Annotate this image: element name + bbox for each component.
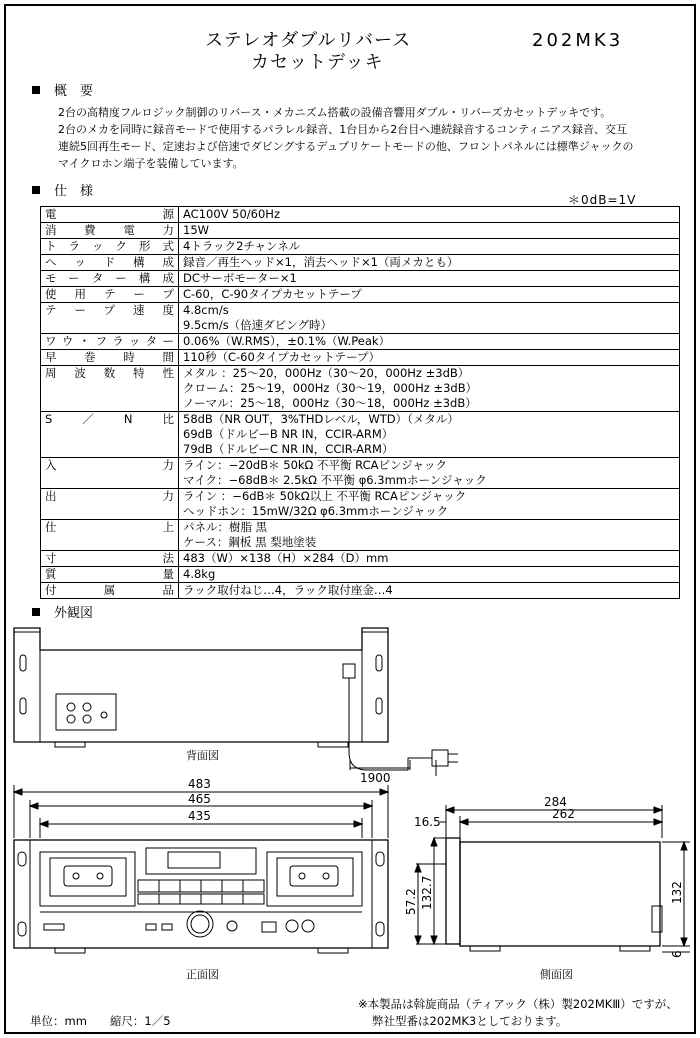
product-note-line-1: ※本製品は斡旋商品（ティアック（株）製202MKⅢ）ですが、 xyxy=(358,997,678,1011)
spec-value-line: ノーマル：25〜18，000Hz（30〜18，000Hz ±3dB） xyxy=(183,396,477,410)
drawing-heading: 外観図 xyxy=(32,602,93,621)
spec-key: 入力 xyxy=(41,458,179,489)
dim-57-2: 57.2 xyxy=(404,888,418,915)
dim-435: 435 xyxy=(188,809,211,823)
spec-value-line: 4.8kg xyxy=(183,567,216,581)
dim-132: 132 xyxy=(670,881,684,904)
overview-heading: 概 要 xyxy=(32,80,93,99)
spec-value-line: 110秒（C-60タイプカセットテープ） xyxy=(183,350,381,364)
overview-line: マイクロホン端子を装備しています。 xyxy=(58,157,244,170)
spec-key: 周波数特性 xyxy=(41,366,179,412)
reference-level-note: ＊0dB=1V xyxy=(568,193,637,207)
dim-6: 6 xyxy=(670,950,684,958)
spec-value-line: DCサーボモーター×1 xyxy=(183,271,297,285)
dim-483: 483 xyxy=(188,777,211,791)
spec-key: モーター構成 xyxy=(41,271,179,287)
spec-value-line: ヘッドホン：15mW/32Ω φ6.3mmホーンジャック xyxy=(183,504,449,518)
spec-value-line: 15W xyxy=(183,223,210,237)
spec-key: ワウ・フラッター xyxy=(41,334,179,350)
spec-value-line: AC100V 50/60Hz xyxy=(183,207,280,221)
spec-key: テープ速度 xyxy=(41,303,179,334)
overview-line: 2台のメカを同時に録音モードで使用するパラレル録音、1台目から2台目へ連続録音するコンティニアス録音、交互 xyxy=(58,123,627,136)
spec-value-line: マイク：−68dB＊ 2.5kΩ 不平衡 φ6.3mmホーンジャック xyxy=(183,473,487,487)
rear-view xyxy=(14,628,458,776)
spec-key: 付属品 xyxy=(41,583,179,599)
front-view-caption: 正面図 xyxy=(186,968,219,981)
spec-value-line: 9.5cm/s（倍速ダビング時） xyxy=(183,318,332,332)
spec-value-line: メタル ：25〜20，000Hz（30〜20，000Hz ±3dB） xyxy=(183,366,470,380)
spec-key: 質量 xyxy=(41,567,179,583)
spec-key: 消費電力 xyxy=(41,223,179,239)
rear-view-caption: 背面図 xyxy=(186,749,219,762)
spec-value-line: 4.8cm/s xyxy=(183,303,229,317)
front-view xyxy=(14,840,388,953)
spec-value-line: 58dB（NR OUT，3%THDレベル，WTD）（メタル） xyxy=(183,412,459,426)
product-note-line-2: 弊社型番は202MK3としております。 xyxy=(372,1014,568,1028)
dim-262: 262 xyxy=(552,807,575,821)
spec-key: ヘッド構成 xyxy=(41,255,179,271)
cord-length-label: 1900 xyxy=(360,771,391,785)
side-view xyxy=(415,805,690,952)
spec-value-line: 4トラック2チャンネル xyxy=(183,239,301,253)
dim-465: 465 xyxy=(188,792,211,806)
model-number: 202MK3 xyxy=(532,30,624,51)
spec-key: 電源 xyxy=(41,207,179,223)
overview-line: 連続5回再生モード、定速および倍速でダビングするデュプリケートモードの他、フロントパネルには標準ジャックの xyxy=(58,140,634,153)
spec-value-line: クローム：25〜19，000Hz（30〜19，000Hz ±3dB） xyxy=(183,381,478,395)
spec-value-line: ラック取付ねじ…4，ラック取付座金…4 xyxy=(183,583,393,597)
spec-key: 仕上 xyxy=(41,520,179,551)
spec-key: 寸法 xyxy=(41,551,179,567)
spec-key: 早巻時間 xyxy=(41,350,179,366)
side-view-caption: 側面図 xyxy=(540,968,573,981)
spec-value-line: ケース：鋼板 黒 梨地塗装 xyxy=(183,535,317,549)
spec-value-line: 録音／再生ヘッド×1，消去ヘッド×1（両メカとも） xyxy=(183,255,459,269)
spec-key: 使用テープ xyxy=(41,287,179,303)
title-line-2: カセットデッキ xyxy=(251,52,384,73)
spec-key: S／N比 xyxy=(41,412,179,458)
spec-value-line: ライン ：−6dB＊ 50kΩ以上 不平衡 RCAピンジャック xyxy=(183,489,467,503)
unit-scale-note: 単位：mm 縮尺：1／5 xyxy=(30,1014,171,1028)
spec-value-line: 69dB（ドルビーB NR IN，CCIR-ARM） xyxy=(183,427,394,441)
spec-value-line: 483（W）×138（H）×284（D）mm xyxy=(183,551,389,565)
spec-value-line: パネル：樹脂 黒 xyxy=(183,520,268,534)
spec-value-line: 79dB（ドルビーC NR IN，CCIR-ARM） xyxy=(183,442,394,456)
spec-key: 出力 xyxy=(41,489,179,520)
spec-value-line: ライン：−20dB＊ 50kΩ 不平衡 RCAピンジャック xyxy=(183,458,447,472)
spec-key: トラック形式 xyxy=(41,239,179,255)
dim-16-5: 16.5 xyxy=(414,815,441,829)
overview-line: 2台の高精度フルロジック制御のリバース・メカニズム搭載の設備音響用ダブル・リバーズカセットデッキです。 xyxy=(58,106,612,119)
spec-value-line: 0.06%（W.RMS），±0.1%（W.Peak） xyxy=(183,334,391,348)
spec-heading: 仕 様 xyxy=(32,180,93,199)
title-line-1: ステレオダブルリバース xyxy=(205,30,412,51)
dim-132-7: 132.7 xyxy=(420,875,434,910)
spec-value-line: C-60，C-90タイプカセットテープ xyxy=(183,287,362,301)
dim-284: 284 xyxy=(544,795,567,809)
